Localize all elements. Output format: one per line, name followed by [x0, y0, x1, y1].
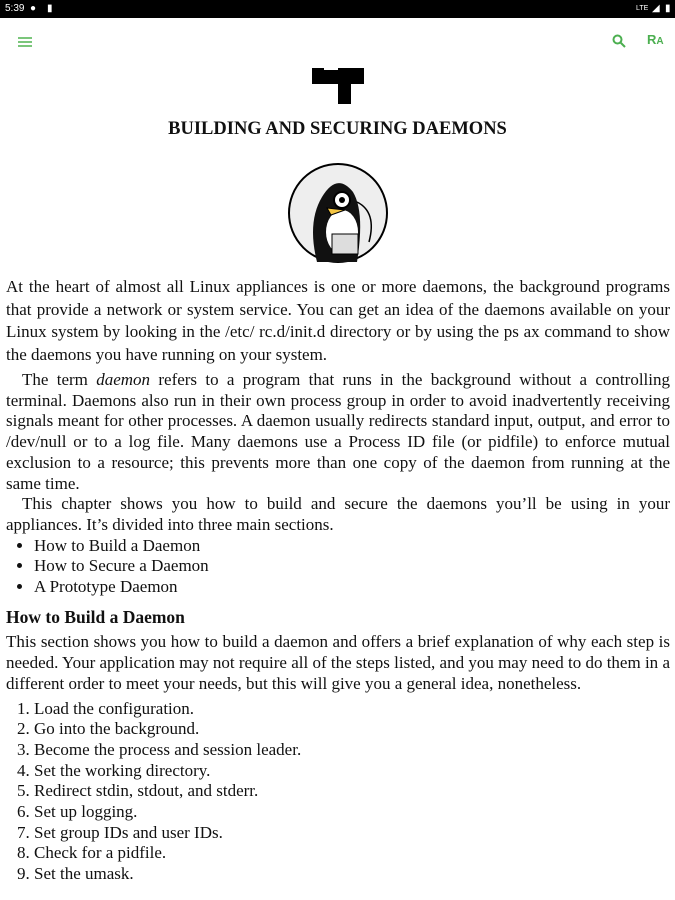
list-item: 9. Set the umask.	[34, 864, 670, 885]
battery-icon: ▮	[665, 3, 671, 14]
search-icon[interactable]	[612, 34, 626, 48]
reader-toolbar	[0, 18, 675, 66]
paragraph: This section shows you how to build a daemon and offers a brief explanation of why each step is needed. Your application may not require all of the steps listed, and you may need to do them in a different order to meet your needs, but this will give you a general idea, nonetheless.	[6, 632, 670, 693]
list-item: 4. Set the working directory.	[34, 761, 670, 782]
paragraph	[6, 370, 670, 494]
emphasis: daemon	[96, 370, 151, 389]
reading-settings-icon[interactable]: RA	[647, 32, 664, 47]
paragraph: This chapter shows you how to build and secure the daemons you’ll be using in your appliances. It’s divided into three main sections.	[6, 494, 670, 534]
list-item: 8. Check for a pidfile.	[34, 843, 670, 864]
text: refers to a program that runs in the background without a controlling terminal. Daemons also run in their own process group in order to avoid inadvertently receiving signals meant for other processes. A daemon usually redirects standard input, output, and error to /dev/null or to a log file. Many daemons use a Process ID file (or pidfile) to enforce mutual exclusion to a resource; this prevents more than one copy of the daemon from running at the same time.	[6, 370, 670, 493]
list-item: 5. Redirect stdin, stdout, and stderr.	[34, 781, 670, 802]
list-item: • A Prototype Daemon	[34, 577, 670, 598]
text: The term	[22, 370, 97, 389]
sd-card-icon: ▮	[47, 3, 53, 14]
network-type: LTE	[636, 5, 649, 12]
list-item: • How to Build a Daemon	[34, 536, 670, 557]
list-item: 2. Go into the background.	[34, 719, 670, 740]
signal-icon: ◢	[652, 3, 660, 14]
status-time: 5:39	[5, 3, 25, 14]
list-item: 3. Become the process and session leader.	[34, 740, 670, 761]
paragraph: At the heart of almost all Linux appliances is one or more daemons, the background programs that provide a network or system service. You can get an idea of the daemons available on your Linux system by looking in the /etc/ rc.d/init.d directory or by using the ps ax command to show the daemons you have running on your system.	[6, 277, 670, 364]
section-heading: How to Build a Daemon	[6, 606, 185, 627]
status-bar	[0, 0, 675, 18]
chapter-number-graphic	[312, 66, 366, 106]
list-item: • How to Secure a Daemon	[34, 556, 670, 577]
book-content	[6, 276, 670, 885]
list-item: 7. Set group IDs and user IDs.	[34, 823, 670, 844]
notification-icon: ●	[30, 3, 37, 14]
list-item: 1. Load the configuration.	[34, 699, 670, 720]
chapter-title: BUILDING AND SECURING DAEMONS	[168, 119, 507, 139]
menu-icon[interactable]	[18, 37, 32, 49]
section-list	[6, 536, 670, 598]
steps-list	[6, 699, 670, 885]
penguin-illustration	[287, 162, 389, 266]
list-item: 6. Set up logging.	[34, 802, 670, 823]
